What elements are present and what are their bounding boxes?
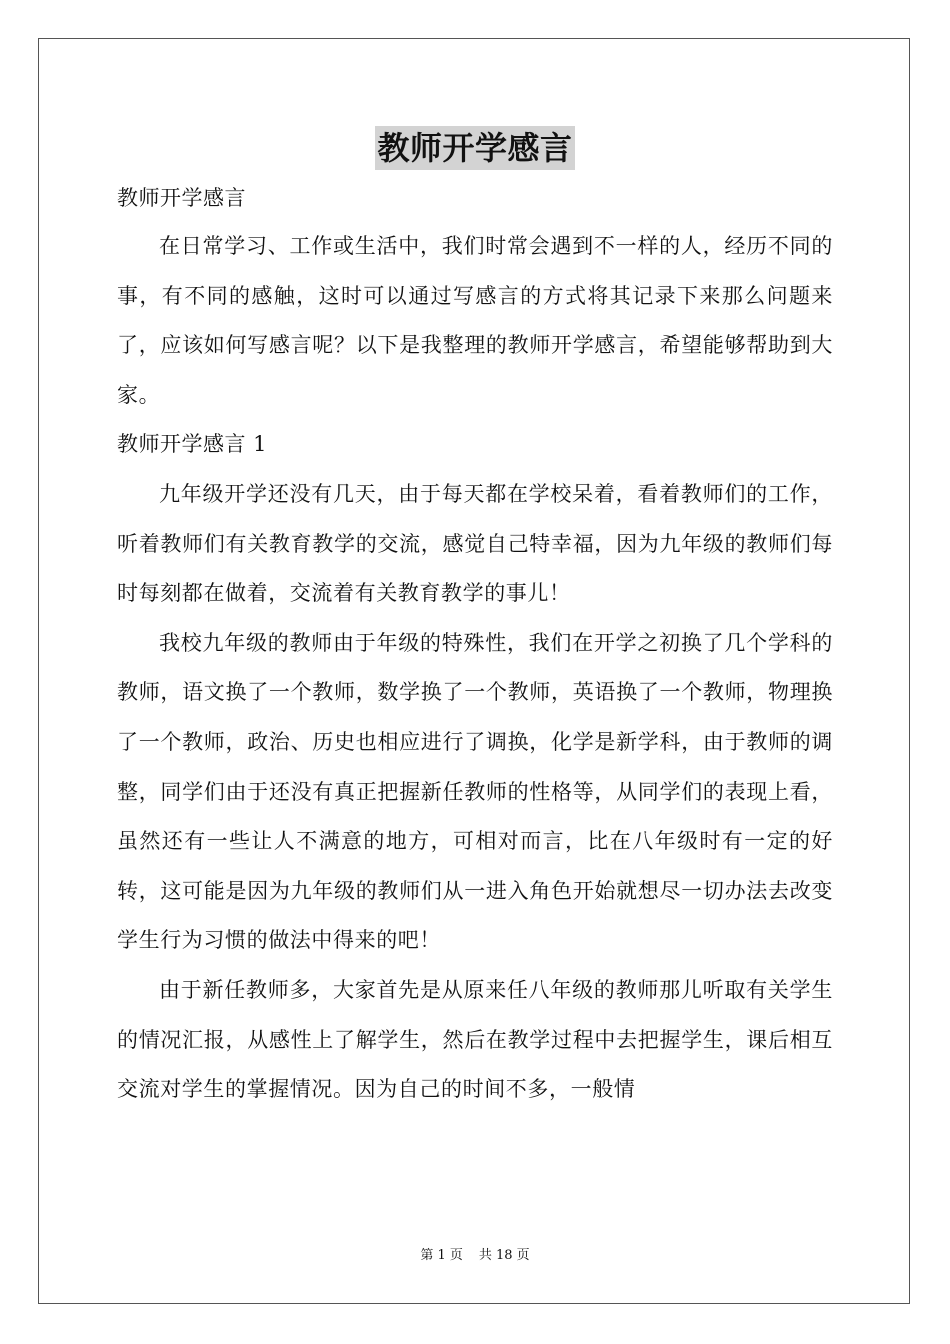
page-footer — [0, 1246, 950, 1266]
page-total: 共 18 页 — [478, 1248, 530, 1263]
body-paragraph: 由于新任教师多，大家首先是从原来任八年级的教师那儿听取有关学生的情况汇报，从感性上了解学生，然后在教学过程中去把握学生，课后相互交流对学生的掌握情况。因为自己的时间不多，一般情 — [117, 977, 833, 1102]
body-paragraph: 我校九年级的教师由于年级的特殊性，我们在开学之初换了几个学科的教师，语文换了一个教师，数学换了一个教师，英语换了一个教师，物理换了一个教师，政治、历史也相应进行了调换，化学是新学科，由于教师的调整，同学们由于还没有真正把握新任教师的性格等，从同学们的表现上看，虽然还有一些让人不满意的地方，可相对而言，比在八年级时有一定的好转，这可能是因为九年级的教师们从一进入角色开始就想尽一切办法去改变学生行为习惯的做法中得来的吧！ — [117, 630, 833, 953]
document-body — [117, 180, 833, 1115]
section-heading: 教师开学感言 1 — [117, 432, 268, 457]
document-title: 教师开学感言 — [375, 126, 574, 170]
intro-paragraph: 在日常学习、工作或生活中，我们时常会遇到不一样的人，经历不同的事，有不同的感触，这时可以通过写感言的方式将其记录下来那么问题来了，应该如何写感言呢？以下是我整理的教师开学感言，希望能够帮助到大家。 — [117, 234, 833, 407]
body-paragraph: 九年级开学还没有几天，由于每天都在学校呆着，看着教师们的工作，听着教师们有关教育教学的交流，感觉自己特幸福，因为九年级的教师们每时每刻都在做着，交流着有关教育教学的事儿！ — [117, 481, 833, 606]
document-subtitle: 教师开学感言 — [117, 186, 246, 210]
page-number: 第 1 页 — [420, 1248, 463, 1263]
title-container — [0, 126, 950, 170]
